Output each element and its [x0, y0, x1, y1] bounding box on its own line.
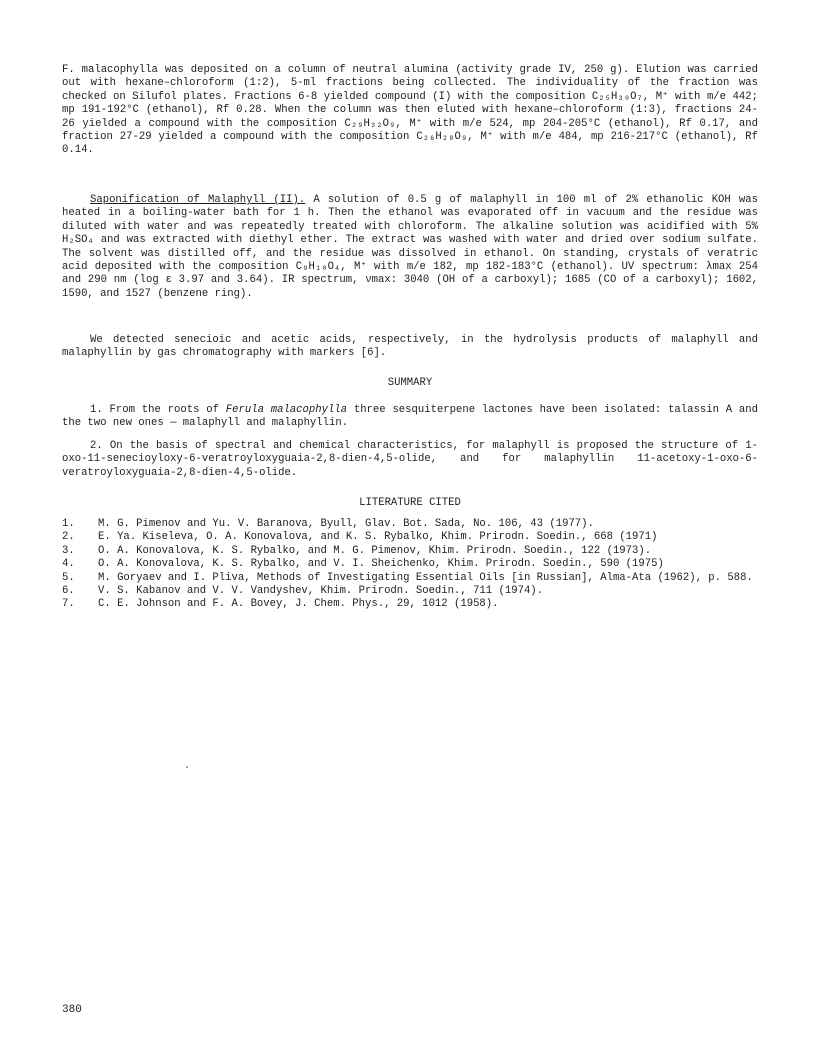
- reference-item: [62, 585, 762, 598]
- reference-item: [62, 518, 762, 531]
- reference-item: [62, 545, 762, 558]
- saponification-text: A solution of 0.5 g of malaphyll in 100 ml of 2% ethanolic KOH was heated in a boiling-water bath for 1 h. Then the ethanol was evaporated off in vacuum and the residue was diluted with water and was repeatedly treated with chloroform. The alkaline solution was acidified with 5% H₂SO₄ and was extracted with diethyl ether. The extract was washed with water and dried over sodium sulfate. The solvent was distilled off, and the residue was dissolved in ethanol. On standing, crystals of veratric acid deposited with the composition C₉H₁₀O₄, M⁺ with m/e 182, mp 182-183°C (ethanol). UV spectrum: λmax 254 and 290 nm (log ε 3.97 and 3.64). IR spectrum, νmax: 3040 (OH of a carboxyl); 1685 (CO of a carboxyl); 1602, 1590, and 1527 (benzene ring).: [62, 194, 758, 300]
- reference-number: 4.: [62, 558, 75, 571]
- reference-text: M. Goryaev and I. Pliva, Methods of Investigating Essential Oils [in Russian], Alma-Ata (1962), p. 588.: [98, 571, 753, 584]
- literature-title: LITERATURE CITED: [359, 497, 461, 509]
- saponification-heading: Saponification of Malaphyll (II).: [90, 194, 306, 206]
- reference-number: 1.: [62, 518, 75, 530]
- summary-item-2: 2. On the basis of spectral and chemical characteristics, for malaphyll is proposed the structure of 1-oxo-11-senecioyloxy-6-veratroyloxyguaia-2,8-dien-4,5-olide, and for malaphyllin 11-acetoxy-1-oxo-6-veratroyloxyguaia-2,8-dien-4,5-olide.: [62, 440, 758, 479]
- reference-item: [62, 558, 762, 571]
- reference-list: [62, 518, 762, 612]
- reference-text: C. E. Johnson and F. A. Bovey, J. Chem. Phys., 29, 1012 (1958).: [98, 598, 499, 611]
- paragraph-acids: We detected senecioic and acetic acids, respectively, in the hydrolysis products of malaphyll and malaphyllin by gas chromatography with markers [6].: [62, 334, 758, 360]
- reference-text: V. S. Kabanov and V. V. Vandyshev, Khim. Prirodn. Soedin., 711 (1974).: [98, 585, 544, 598]
- species-name: Ferula malacophylla: [225, 404, 348, 416]
- summary-title: SUMMARY: [387, 377, 433, 389]
- page-number: 380: [62, 1004, 82, 1016]
- reference-item: [62, 531, 762, 544]
- reference-text: M. G. Pimenov and Yu. V. Baranova, Byull, Glav. Bot. Sada, No. 106, 43 (1977).: [98, 518, 594, 530]
- reference-number: 6.: [62, 585, 75, 598]
- reference-number: 7.: [62, 598, 75, 611]
- summary-item-1-pre: 1. From the roots of: [90, 404, 226, 416]
- paragraph-chromatography: F. malacophylla was deposited on a column of neutral alumina (activity grade IV, 250 g). Elution was carried out with hexane–chloroform (1:2), 5-ml fractions being collected. The individuality of the fraction was checked on Silufol plates. Fractions 6-8 yielded compound (I) with the composition C₂₅H₃₀O₇, M⁺ with m/e 442; mp 191-192°C (ethanol), Rf 0.28. When the column was then eluted with hexane–chloroform (1:3), fractions 24-26 yielded a compound with the composition C₂₉H₃₂O₉, M⁺ with m/e 524, mp 204-205°C (ethanol), Rf 0.17, and fraction 27-29 yielded a compound with the composition C₂₆H₂₈O₉, M⁺ with m/e 484, mp 216-217°C (ethanol), Rf 0.14.: [62, 64, 758, 157]
- reference-number: 5.: [62, 571, 75, 584]
- reference-text: O. A. Konovalova, K. S. Rybalko, and M. G. Pimenov, Khim. Prirodn. Soedin., 122 (1973).: [98, 544, 652, 557]
- summary-item-1: [62, 404, 758, 431]
- reference-text: O. A. Konovalova, K. S. Rybalko, and V. I. Sheichenko, Khim. Prirodn. Soedin., 590 (1975): [98, 558, 664, 571]
- paragraph-saponification: [62, 194, 758, 301]
- reference-item: [62, 572, 762, 585]
- reference-number: 3.: [62, 544, 75, 557]
- scan-speck: [186, 766, 188, 768]
- reference-item: [62, 598, 762, 611]
- summary-item-1-post: three sesquiterpene lactones have been isolated: talassin A and the two new ones — malaphyll and malaphyllin.: [62, 404, 758, 430]
- reference-number: 2.: [62, 531, 75, 544]
- reference-text: E. Ya. Kiseleva, O. A. Konovalova, and K. S. Rybalko, Khim. Prirodn. Soedin., 668 (1971): [98, 531, 658, 544]
